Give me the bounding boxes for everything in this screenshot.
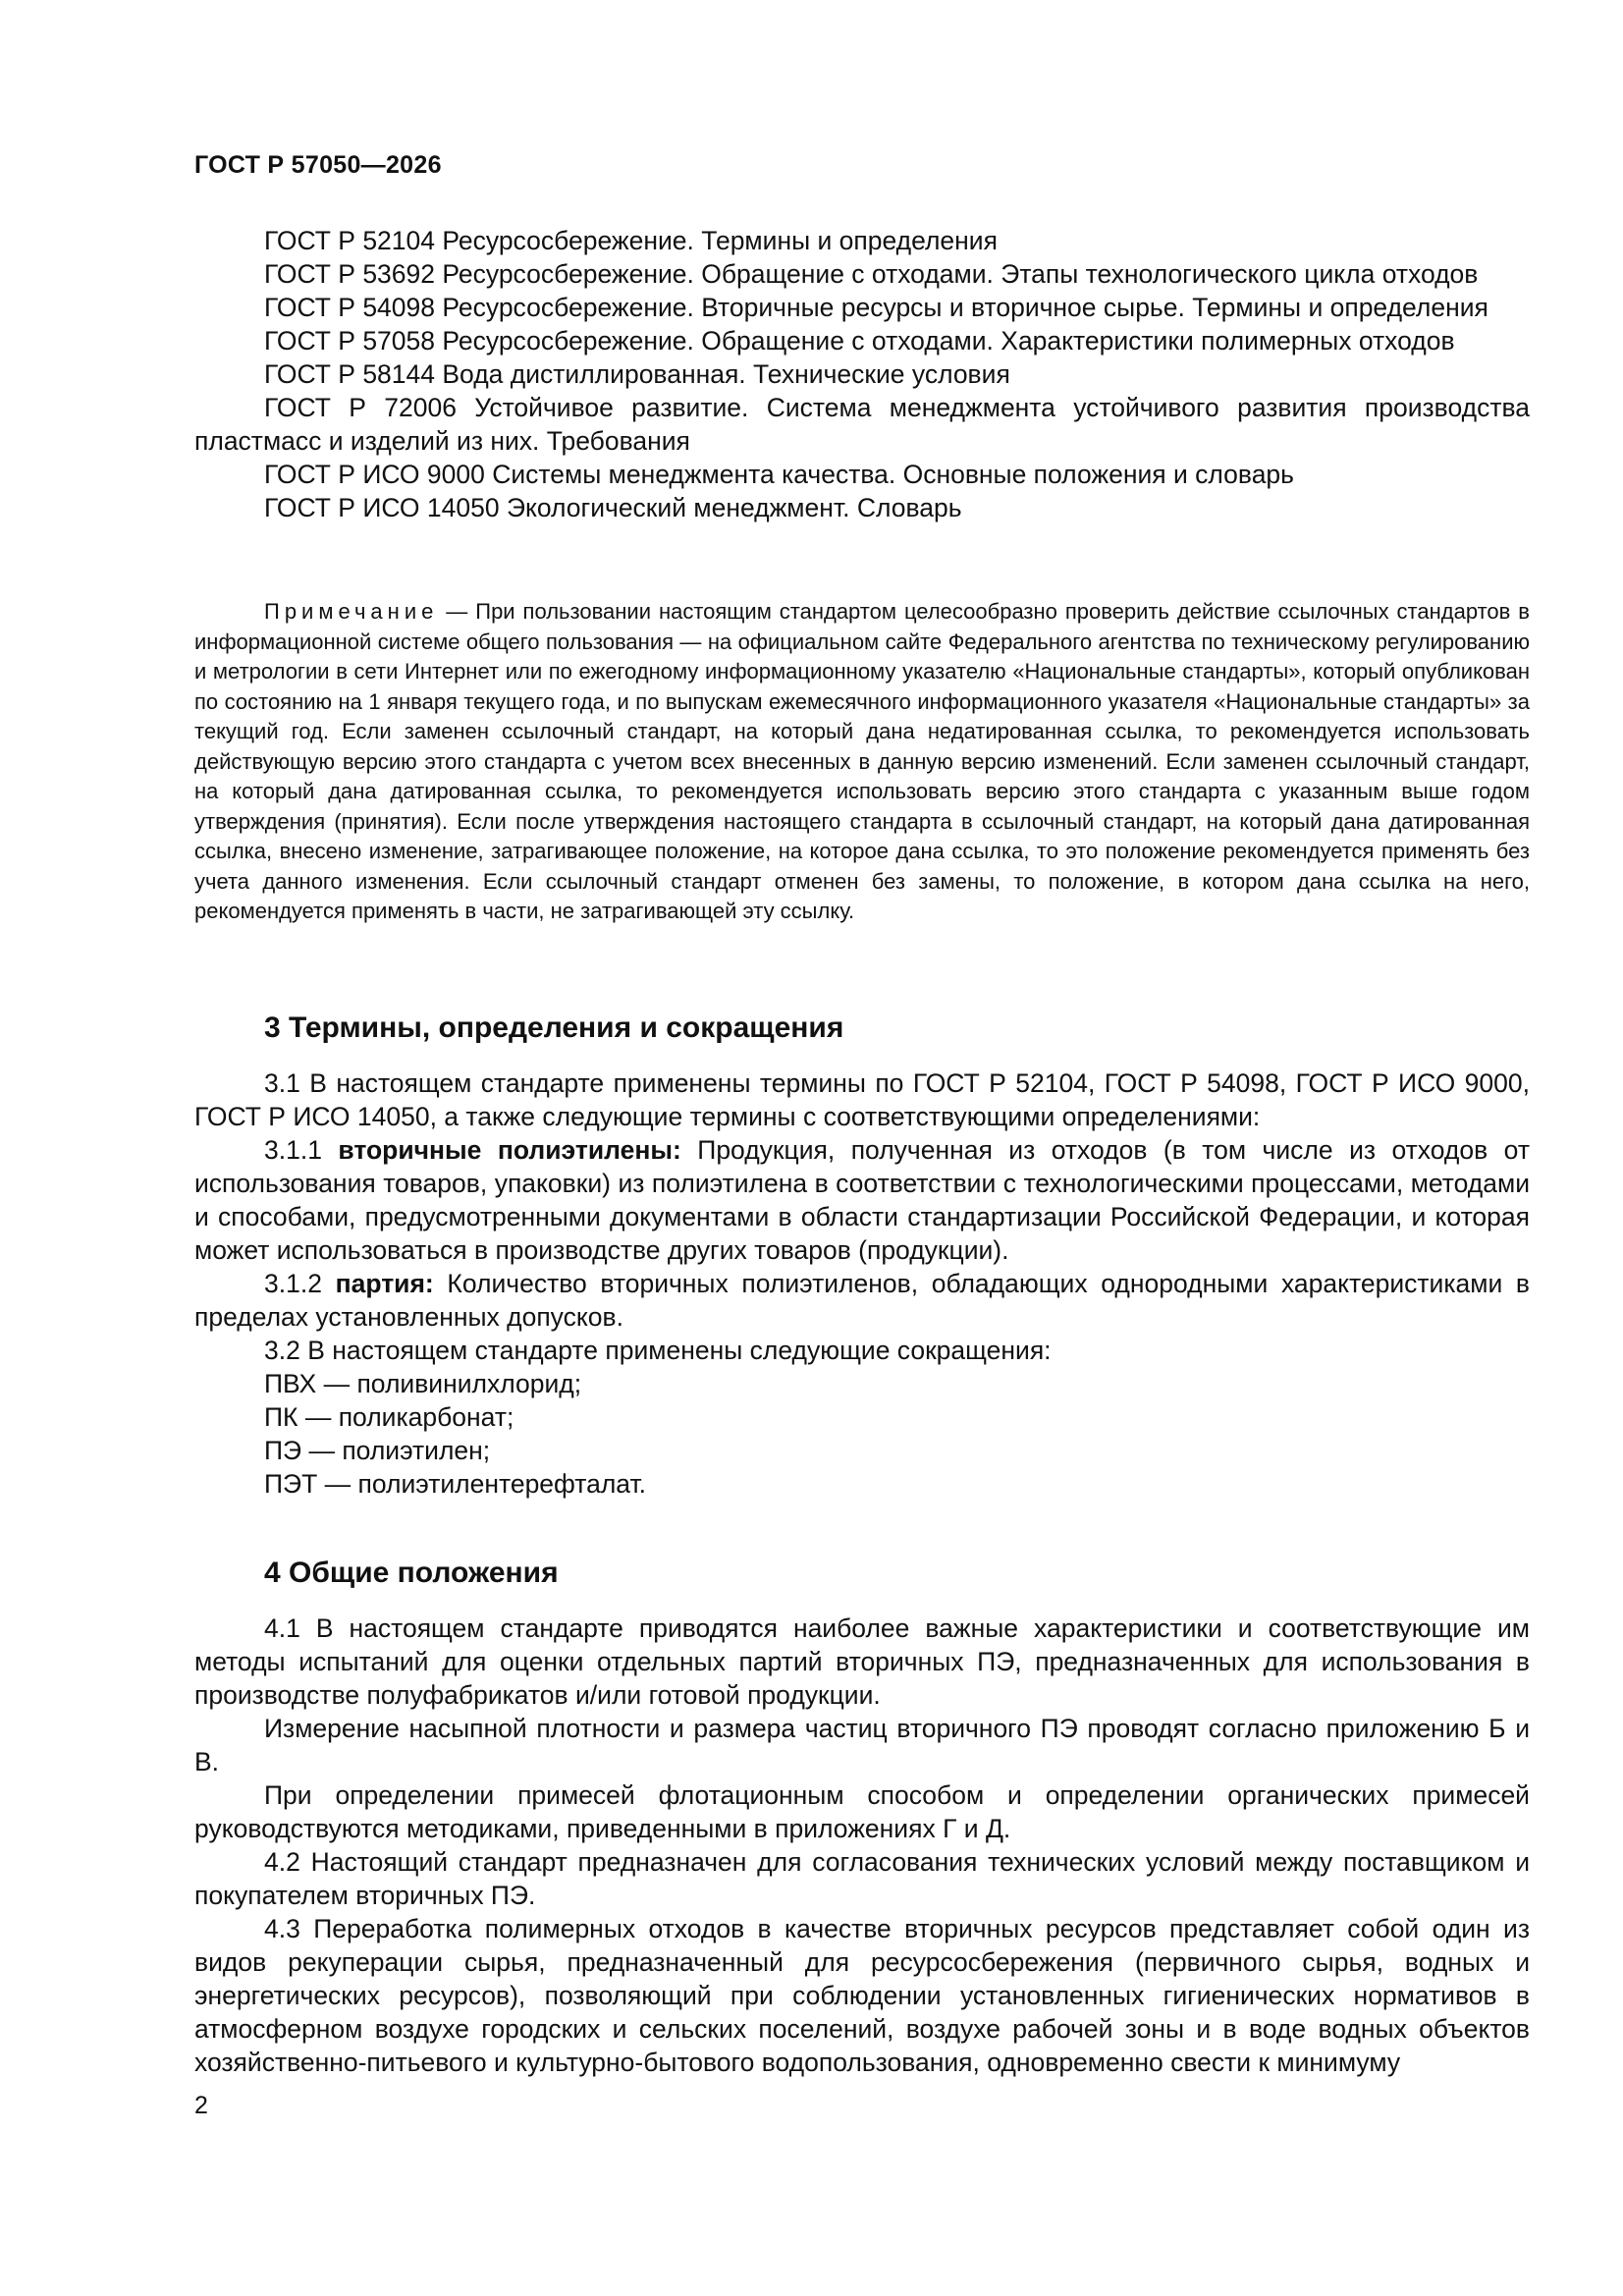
reference-item: ГОСТ Р ИСО 9000 Системы менеджмента качества. Основные положения и словарь bbox=[264, 460, 1294, 489]
paragraph: При определении примесей флотационным способом и определении органических примесей руководствуются методиками, приведенными в приложениях Г и Д. bbox=[194, 1780, 1530, 1843]
term-definition: Продукция, полученная из отходов (в том числе из отходов от использования товаров, упаковки) из полиэтилена в соответствии с технологическими процессами, методами и способами, предусмотренными документами в области стандартизации Российской Федерации, и которая может использоваться в производстве других товаров (продукции). bbox=[194, 1135, 1530, 1265]
term-3-1-2 bbox=[194, 1267, 1530, 1334]
note-label: Примечание bbox=[264, 599, 439, 624]
page-number: 2 bbox=[194, 2092, 208, 2119]
paragraph-3-1: 3.1 В настоящем стандарте применены термины по ГОСТ Р 52104, ГОСТ Р 54098, ГОСТ Р ИСО 9000, ГОСТ Р ИСО 14050, а также следующие термины с соответствующими определениями: bbox=[194, 1068, 1530, 1131]
section-4-title: 4 Общие положения bbox=[264, 1557, 559, 1589]
term-number: 3.1.1 bbox=[264, 1135, 339, 1165]
paragraph-4-1: 4.1 В настоящем стандарте приводятся наиболее важные характеристики и соответствующие им методы испытаний для оценки отдельных партий вторичных ПЭ, предназначенных для использования в производстве полуфабрикатов и/или готовой продукции. bbox=[194, 1613, 1530, 1710]
abbreviation-item: ПЭ — полиэтилен; bbox=[264, 1436, 491, 1465]
reference-item: ГОСТ Р 52104 Ресурсосбережение. Термины и определения bbox=[264, 226, 998, 255]
reference-item: ГОСТ Р 58144 Вода дистиллированная. Технические условия bbox=[264, 359, 1010, 389]
note-text: — При пользовании настоящим стандартом целесообразно проверить действие ссылочных стандартов в информационной системе общего пользования — на официальном сайте Федерального агентства по техническому регулированию и метрологии в сети Интернет или по ежегодному информационному указателю «Национальные стандарты», который опубликован по состоянию на 1 января текущего года, и по выпускам ежемесячного информационного указателя «Национальные стандарты» за текущий год. Если заменен ссылочный стандарт, на который дана недатированная ссылка, то рекомендуется использовать действующую версию этого стандарта с учетом всех внесенных в данную версию изменений. Если заменен ссылочный стандарт, на который дана датированная ссылка, то рекомендуется использовать версию этого стандарта с указанным выше годом утверждения (принятия). Если после утверждения настоящего стандарта в ссылочный стандарт, на который дана датированная ссылка, внесено изменение, затрагивающее положение, на которое дана ссылка, то это положение рекомендуется применять без учета данного изменения. Если ссылочный стандарт отменен без замены, то положение, в котором дана ссылка на него, рекомендуется применять в части, не затрагивающей эту ссылку. bbox=[194, 599, 1530, 923]
term-name: партия: bbox=[335, 1269, 434, 1298]
reference-item: ГОСТ Р 57058 Ресурсосбережение. Обращение с отходами. Характеристики полимерных отходов bbox=[264, 326, 1455, 355]
section-3-title: 3 Термины, определения и сокращения bbox=[264, 1011, 844, 1044]
term-3-1-1 bbox=[194, 1133, 1530, 1267]
references-note bbox=[194, 597, 1530, 927]
term-number: 3.1.2 bbox=[264, 1269, 336, 1298]
paragraph: Измерение насыпной плотности и размера частиц вторичного ПЭ проводят согласно приложению Б и В. bbox=[194, 1714, 1530, 1777]
term-definition: Количество вторичных полиэтиленов, обладающих однородными характеристиками в пределах установленных допусков. bbox=[194, 1269, 1530, 1332]
reference-item: ГОСТ Р 53692 Ресурсосбережение. Обращение с отходами. Этапы технологического цикла отходов bbox=[264, 259, 1479, 289]
paragraph-4-2: 4.2 Настоящий стандарт предназначен для согласования технических условий между поставщиком и покупателем вторичных ПЭ. bbox=[194, 1847, 1530, 1910]
paragraph-3-2: 3.2 В настоящем стандарте применены следующие сокращения: bbox=[264, 1336, 1052, 1365]
reference-item: ГОСТ Р 54098 Ресурсосбережение. Вторичные ресурсы и вторичное сырье. Термины и определения bbox=[264, 293, 1488, 322]
abbreviation-item: ПЭТ — полиэтилентерефталат. bbox=[264, 1469, 647, 1499]
paragraph-4-3: 4.3 Переработка полимерных отходов в качестве вторичных ресурсов представляет собой один из видов рекуперации сырья, предназначенный для ресурсосбережения (первичного сырья, водных и энергетических ресурсов), позволяющий при соблюдении установленных гигиенических нормативов в атмосферном воздухе городских и сельских поселений, воздухе рабочей зоны и в воде водных объектов хозяйственно-питьевого и культурно-бытового водопользования, одновременно свести к минимуму bbox=[194, 1914, 1530, 2077]
term-name: вторичные полиэтилены: bbox=[338, 1135, 681, 1165]
abbreviation-item: ПК — поликарбонат; bbox=[264, 1402, 514, 1432]
section-3-body bbox=[194, 1066, 1530, 1501]
reference-item: ГОСТ Р 72006 Устойчивое развитие. Система менеджмента устойчивого развития производства пластмасс и изделий из них. Требования bbox=[194, 393, 1530, 456]
section-4-body bbox=[194, 1612, 1530, 2079]
normative-references-list bbox=[194, 224, 1530, 524]
reference-item: ГОСТ Р ИСО 14050 Экологический менеджмент. Словарь bbox=[264, 493, 962, 522]
document-code-header: ГОСТ Р 57050—2026 bbox=[194, 151, 442, 179]
abbreviation-item: ПВХ — поливинилхлорид; bbox=[264, 1369, 582, 1398]
